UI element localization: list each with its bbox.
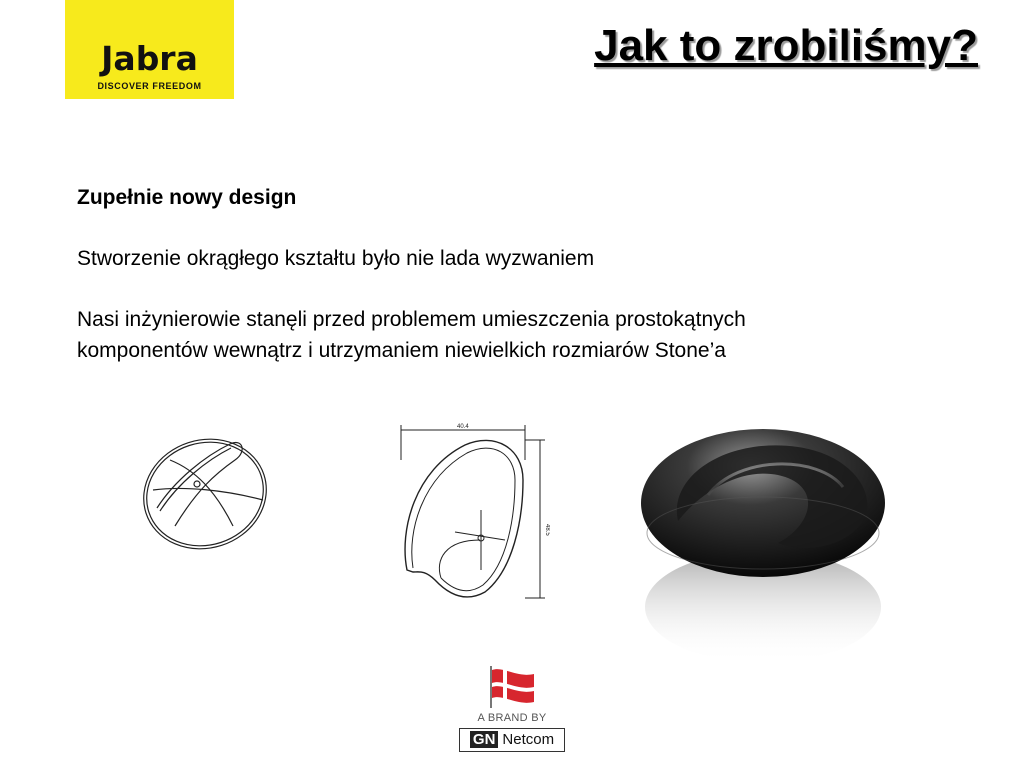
logo-wordmark: Jabra (101, 39, 198, 78)
width-dimension-label: 40.4 (457, 424, 469, 430)
wireframe-sketch (135, 430, 275, 560)
gn-netcom-logo (459, 728, 565, 752)
paragraph-2-line-2: komponentów wewnątrz i utrzymaniem niewielkich rozmiarów Stone’a (77, 339, 726, 362)
product-render (638, 425, 892, 675)
section-heading: Zupełnie nowy design (77, 186, 297, 209)
paragraph-1: Stworzenie okrągłego kształtu było nie lada wyzwaniem (77, 247, 595, 270)
logo-tagline: DISCOVER FREEDOM (97, 81, 202, 91)
netcom-label: Netcom (502, 731, 555, 748)
brand-by-label: A BRAND BY (477, 712, 547, 724)
technical-drawing (395, 420, 550, 610)
gn-netcom-brand (456, 660, 568, 760)
height-dimension-label: 48.5 (544, 524, 550, 536)
paragraph-2-line-1: Nasi inżynierowie stanęli przed problemem umieszczenia prostokątnych (77, 308, 746, 331)
slide-title: Jak to zrobiliśmy? (594, 21, 978, 70)
danish-flag-icon (488, 664, 538, 708)
gn-mark: GN (470, 731, 499, 748)
jabra-logo (65, 0, 234, 99)
slide-body (77, 182, 957, 366)
